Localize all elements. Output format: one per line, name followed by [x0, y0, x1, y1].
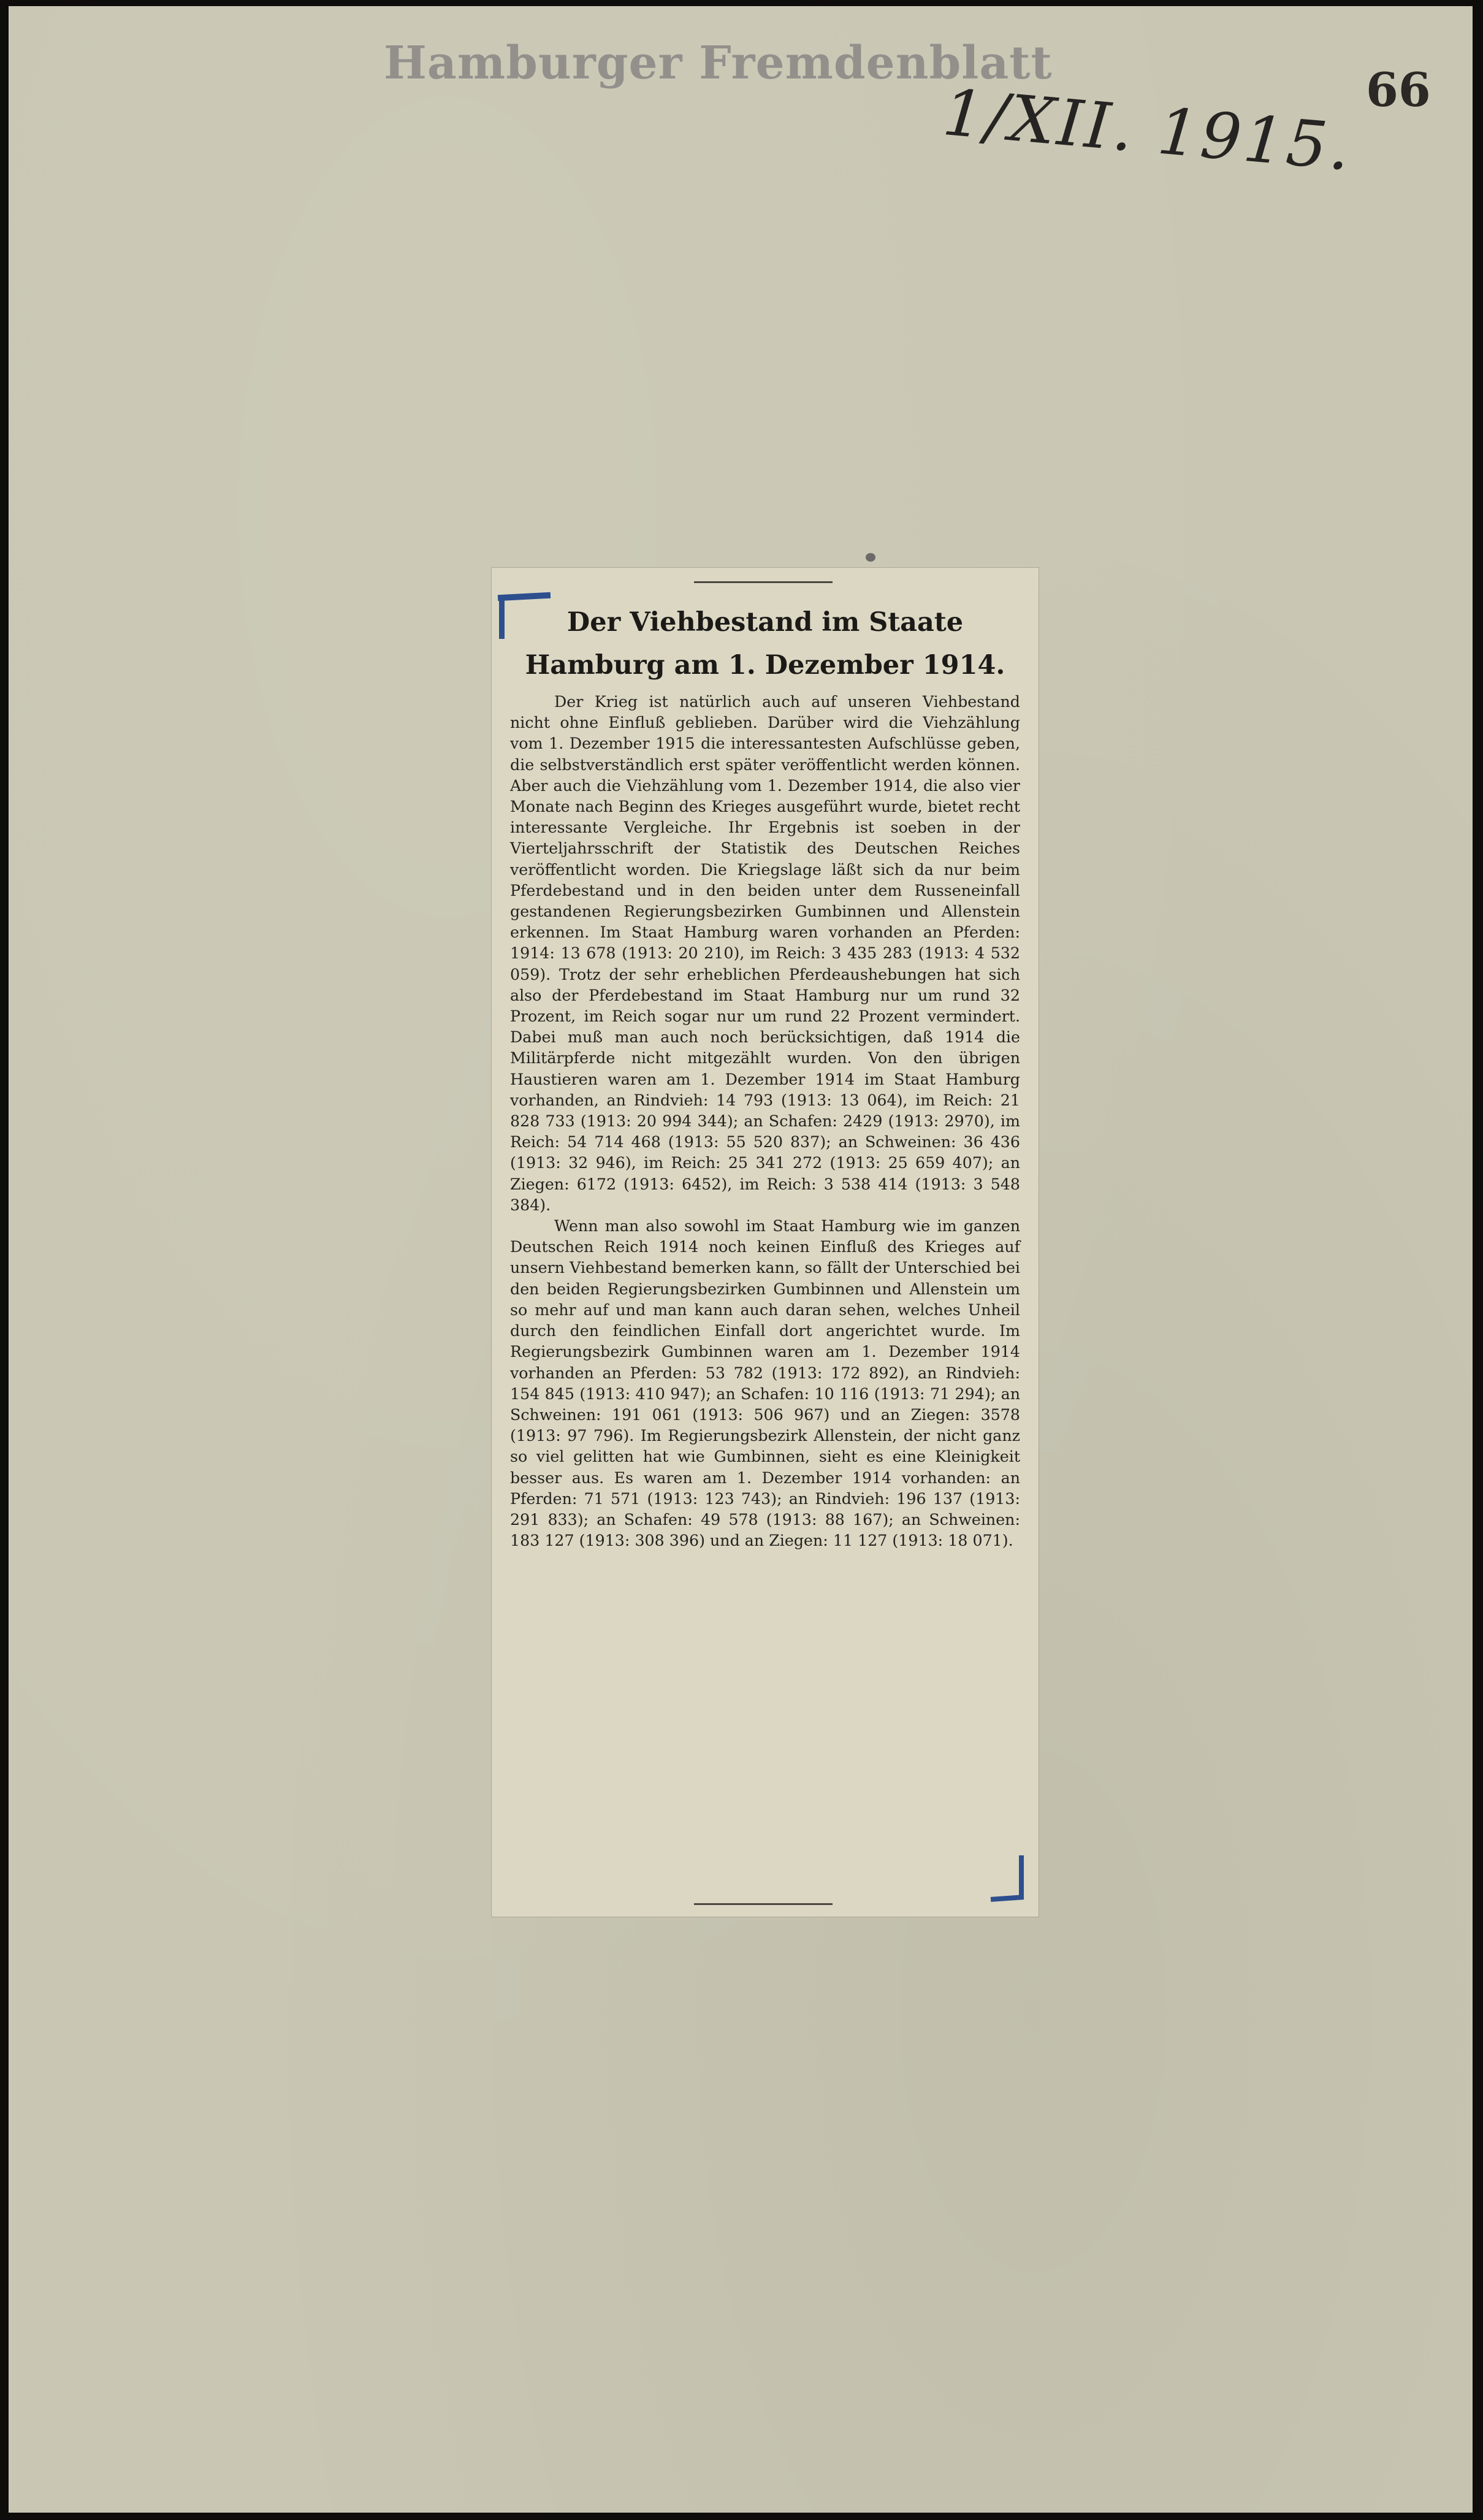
article-headline	[510, 601, 1020, 687]
blue-pencil-mark-bottom-right	[991, 1895, 1024, 1902]
newspaper-source-stamp: Hamburger Fremdenblatt	[384, 37, 1053, 90]
archive-sheet	[9, 6, 1473, 2513]
pin-hole-mark	[866, 553, 875, 562]
newspaper-clipping	[492, 568, 1039, 1917]
article-paragraph-2: Wenn man also sowohl im Staat Hamburg wie im ganzen Deutschen Reich 1914 noch keinen Einfluß des Krieges auf unsern Viehbestand bemerken kann, so fällt der Unterschied bei den beiden Regierungsbezirken Gumbinnen und Allenstein um so mehr auf und man kann auch daran sehen, welches Unheil durch den feindlichen Einfall dort angerichtet wurde. Im Regierungsbezirk Gumbinnen waren am 1. Dezember 1914 vorhanden an Pferden: 53 782 (1913: 172 892), an Rindvieh: 154 845 (1913: 410 947); an Schafen: 10 116 (1913: 71 294); an Schweinen: 191 061 (1913: 506 967) und an Ziegen: 3578 (1913: 97 796). Im Regierungsbezirk Allenstein, der nicht ganz so viel gelitten hat wie Gumbinnen, sieht es eine Kleinigkeit besser aus. Es waren am 1. Dezember 1914 vorhanden: an Pferden: 71 571 (1913: 123 743); an Rindvieh: 196 137 (1913: 291 833); an Schafen: 49 578 (1913: 88 167); an Schweinen: 183 127 (1913: 308 396) und an Ziegen: 11 127 (1913: 18 071).	[510, 1217, 1020, 1550]
headline-line-2: Hamburg am 1. Dezember 1914.	[525, 650, 1005, 681]
top-rule	[694, 581, 833, 583]
blue-pencil-mark-top-left-vertical	[499, 597, 505, 639]
headline-line-1: Der Viehbestand im Staate	[566, 607, 964, 638]
blue-pencil-mark-top-left	[498, 592, 551, 601]
handwritten-date: 1/XII. 1915.	[940, 75, 1355, 185]
article-paragraph-1: Der Krieg ist natürlich auch auf unseren Viehbestand nicht ohne Einfluß geblieben. Darüber wird die Viehzählung vom 1. Dezember 1915 die interessantesten Aufschlüsse geben, die selbstverständlich erst später veröffentlicht werden können. Aber auch die Viehzählung vom 1. Dezember 1914, die also vier Monate nach Beginn des Krieges ausgeführt wurde, bietet recht interessante Vergleiche. Ihr Ergebnis ist soeben in der Vierteljahrsschrift der Statistik des Deutschen Reiches veröffentlicht worden. Die Kriegslage läßt sich da nur beim Pferdebestand und in den beiden unter dem Russeneinfall gestandenen Regierungsbezirken Gumbinnen und Allenstein erkennen. Im Staat Hamburg waren vorhanden an Pferden: 1914: 13 678 (1913: 20 210), im Reich: 3 435 283 (1913: 4 532 059). Trotz der sehr erheblichen Pferdeaushebungen hat sich also der Pferdebestand im Staat Hamburg nur um rund 32 Prozent, im Reich sogar nur um rund 22 Prozent vermindert. Dabei muß man auch noch berücksichtigen, daß 1914 die Militärpferde nicht mitgezählt wurden. Von den übrigen Haustieren waren am 1. Dezember 1914 im Staat Hamburg vorhanden, an Rindvieh: 14 793 (1913: 13 064), im Reich: 21 828 733 (1913: 20 994 344); an Schafen: 2429 (1913: 2970), im Reich: 54 714 468 (1913: 55 520 837); an Schweinen: 36 436 (1913: 32 946), im Reich: 25 341 272 (1913: 25 659 407); an Ziegen: 6172 (1913: 6452), im Reich: 3 538 414 (1913: 3 548 384).	[510, 693, 1020, 1214]
article-body	[510, 692, 1020, 1551]
page-number: 66	[1366, 63, 1431, 117]
bottom-rule	[694, 1903, 833, 1905]
blue-pencil-mark-bottom-right-vertical	[1019, 1855, 1024, 1898]
